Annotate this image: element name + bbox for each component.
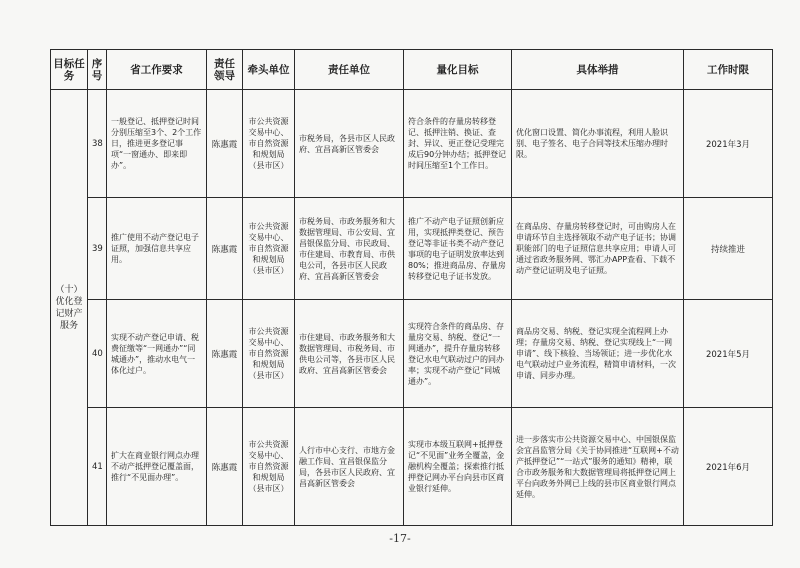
table-row — [51, 198, 773, 300]
responsible-leader: 陈惠霞 — [207, 300, 243, 408]
goal-group-cell: （十）优化登记财产服务 — [51, 90, 88, 526]
responsible-leader: 陈惠霞 — [207, 90, 243, 198]
work-requirement: 推广使用不动产登记电子证照，加强信息共享应用。 — [107, 198, 207, 300]
header-target: 目标任务 — [51, 50, 88, 90]
responsible-leader: 陈惠霞 — [207, 198, 243, 300]
work-requirement: 扩大在商业银行网点办理不动产抵押登记覆盖面，推行“不见面办理”。 — [107, 408, 207, 526]
responsible-unit: 市住建局、市政务服务和大数据管理局、市税务局、市供电公司等，各县市区人民政府、宜昌高新区管委会 — [295, 300, 404, 408]
specific-measures: 进一步落实市公共资源交易中心、中国银保监会宜昌监管分局《关于协同推进“互联网+不动产抵押登记”“一站式”服务的通知》精神，联合市政务服务和大数据管理局将抵押登记网上平台向政务外网已上线的县市区商业银行网点延伸。 — [512, 408, 684, 526]
work-requirement: 一般登记、抵押登记时间分别压缩至3个、2个工作日，推进更多登记事项“一窗通办、即来即办”。 — [107, 90, 207, 198]
time-limit: 2021年6月 — [684, 408, 773, 526]
specific-measures: 优化窗口设置、简化办事流程，利用人脸识别、电子签名、电子合同等技术压缩办理时限。 — [512, 90, 684, 198]
row-number: 40 — [88, 300, 107, 408]
specific-measures: 商品房交易、纳税、登记实现全流程网上办理；存量房交易、纳税、登记实现线上“一网申请”、线下核验、当场领证；进一步优化水电气联动过户业务流程，精简申请材料，一次申请、同步办理。 — [512, 300, 684, 408]
quantified-target: 实现符合条件的商品房、存量房交易、纳税、登记“一网通办”，提升存量房转移登记水电气联动过户的同办率；实现不动产登记“同城通办”。 — [404, 300, 512, 408]
row-number: 39 — [88, 198, 107, 300]
lead-unit: 市公共资源交易中心、市自然资源和规划局（县市区） — [243, 300, 295, 408]
header-leader: 责任领导 — [207, 50, 243, 90]
row-number: 41 — [88, 408, 107, 526]
page-number: -17- — [389, 532, 411, 545]
time-limit: 持续推进 — [684, 198, 773, 300]
quantified-target: 推广不动产电子证照创新应用，实现抵押类登记、预告登记等非证书类不动产登记事项的电子证明发放率达到80%；推进商品房、存量房转移登记电子证书发放。 — [404, 198, 512, 300]
specific-measures: 在商品房、存量房转移登记时，可由购房人在申请环节自主选择领取不动产电子证书；协调职能部门的电子证照信息共享应用；申请人可通过省政务服务网、鄂汇办APP查看、下载不动产登记证明及电子证照。 — [512, 198, 684, 300]
time-limit: 2021年3月 — [684, 90, 773, 198]
responsible-unit: 市税务局，各县市区人民政府、宜昌高新区管委会 — [295, 90, 404, 198]
header-resp-unit: 责任单位 — [295, 50, 404, 90]
lead-unit: 市公共资源交易中心、市自然资源和规划局（县市区） — [243, 408, 295, 526]
responsible-unit: 市税务局、市政务服务和大数据管理局、市公安局、宜昌银保监分局、市民政局、市住建局、市教育局、市供电公司，各县市区人民政府、宜昌高新区管委会 — [295, 198, 404, 300]
table-row — [51, 90, 773, 198]
header-work: 省工作要求 — [107, 50, 207, 90]
quantified-target: 符合条件的存量房转移登记、抵押注销、换证、查封、异议、更正登记受理完成后90分钟办结；抵押登记时间压缩至1个工作日。 — [404, 90, 512, 198]
header-measures: 具体举措 — [512, 50, 684, 90]
header-seq: 序号 — [88, 50, 107, 90]
work-plan-table — [50, 49, 773, 526]
time-limit: 2021年5月 — [684, 300, 773, 408]
header-metric: 量化目标 — [404, 50, 512, 90]
work-requirement: 实现不动产登记申请、税费征缴等“一网通办”“同城通办”，推动水电气一体化过户。 — [107, 300, 207, 408]
table-row — [51, 300, 773, 408]
row-number: 38 — [88, 90, 107, 198]
header-lead-unit: 牵头单位 — [243, 50, 295, 90]
responsible-unit: 人行市中心支行、市地方金融工作局、宜昌银保监分局，各县市区人民政府、宜昌高新区管委会 — [295, 408, 404, 526]
lead-unit: 市公共资源交易中心、市自然资源和规划局（县市区） — [243, 198, 295, 300]
table-header-row — [51, 50, 773, 90]
quantified-target: 实现市本级互联网+抵押登记“不见面”业务全覆盖，金融机构全覆盖；探索推行抵押登记网办平台向县市区商业银行延伸。 — [404, 408, 512, 526]
header-time: 工作时限 — [684, 50, 773, 90]
responsible-leader: 陈惠霞 — [207, 408, 243, 526]
lead-unit: 市公共资源交易中心、市自然资源和规划局（县市区） — [243, 90, 295, 198]
table-row — [51, 408, 773, 526]
